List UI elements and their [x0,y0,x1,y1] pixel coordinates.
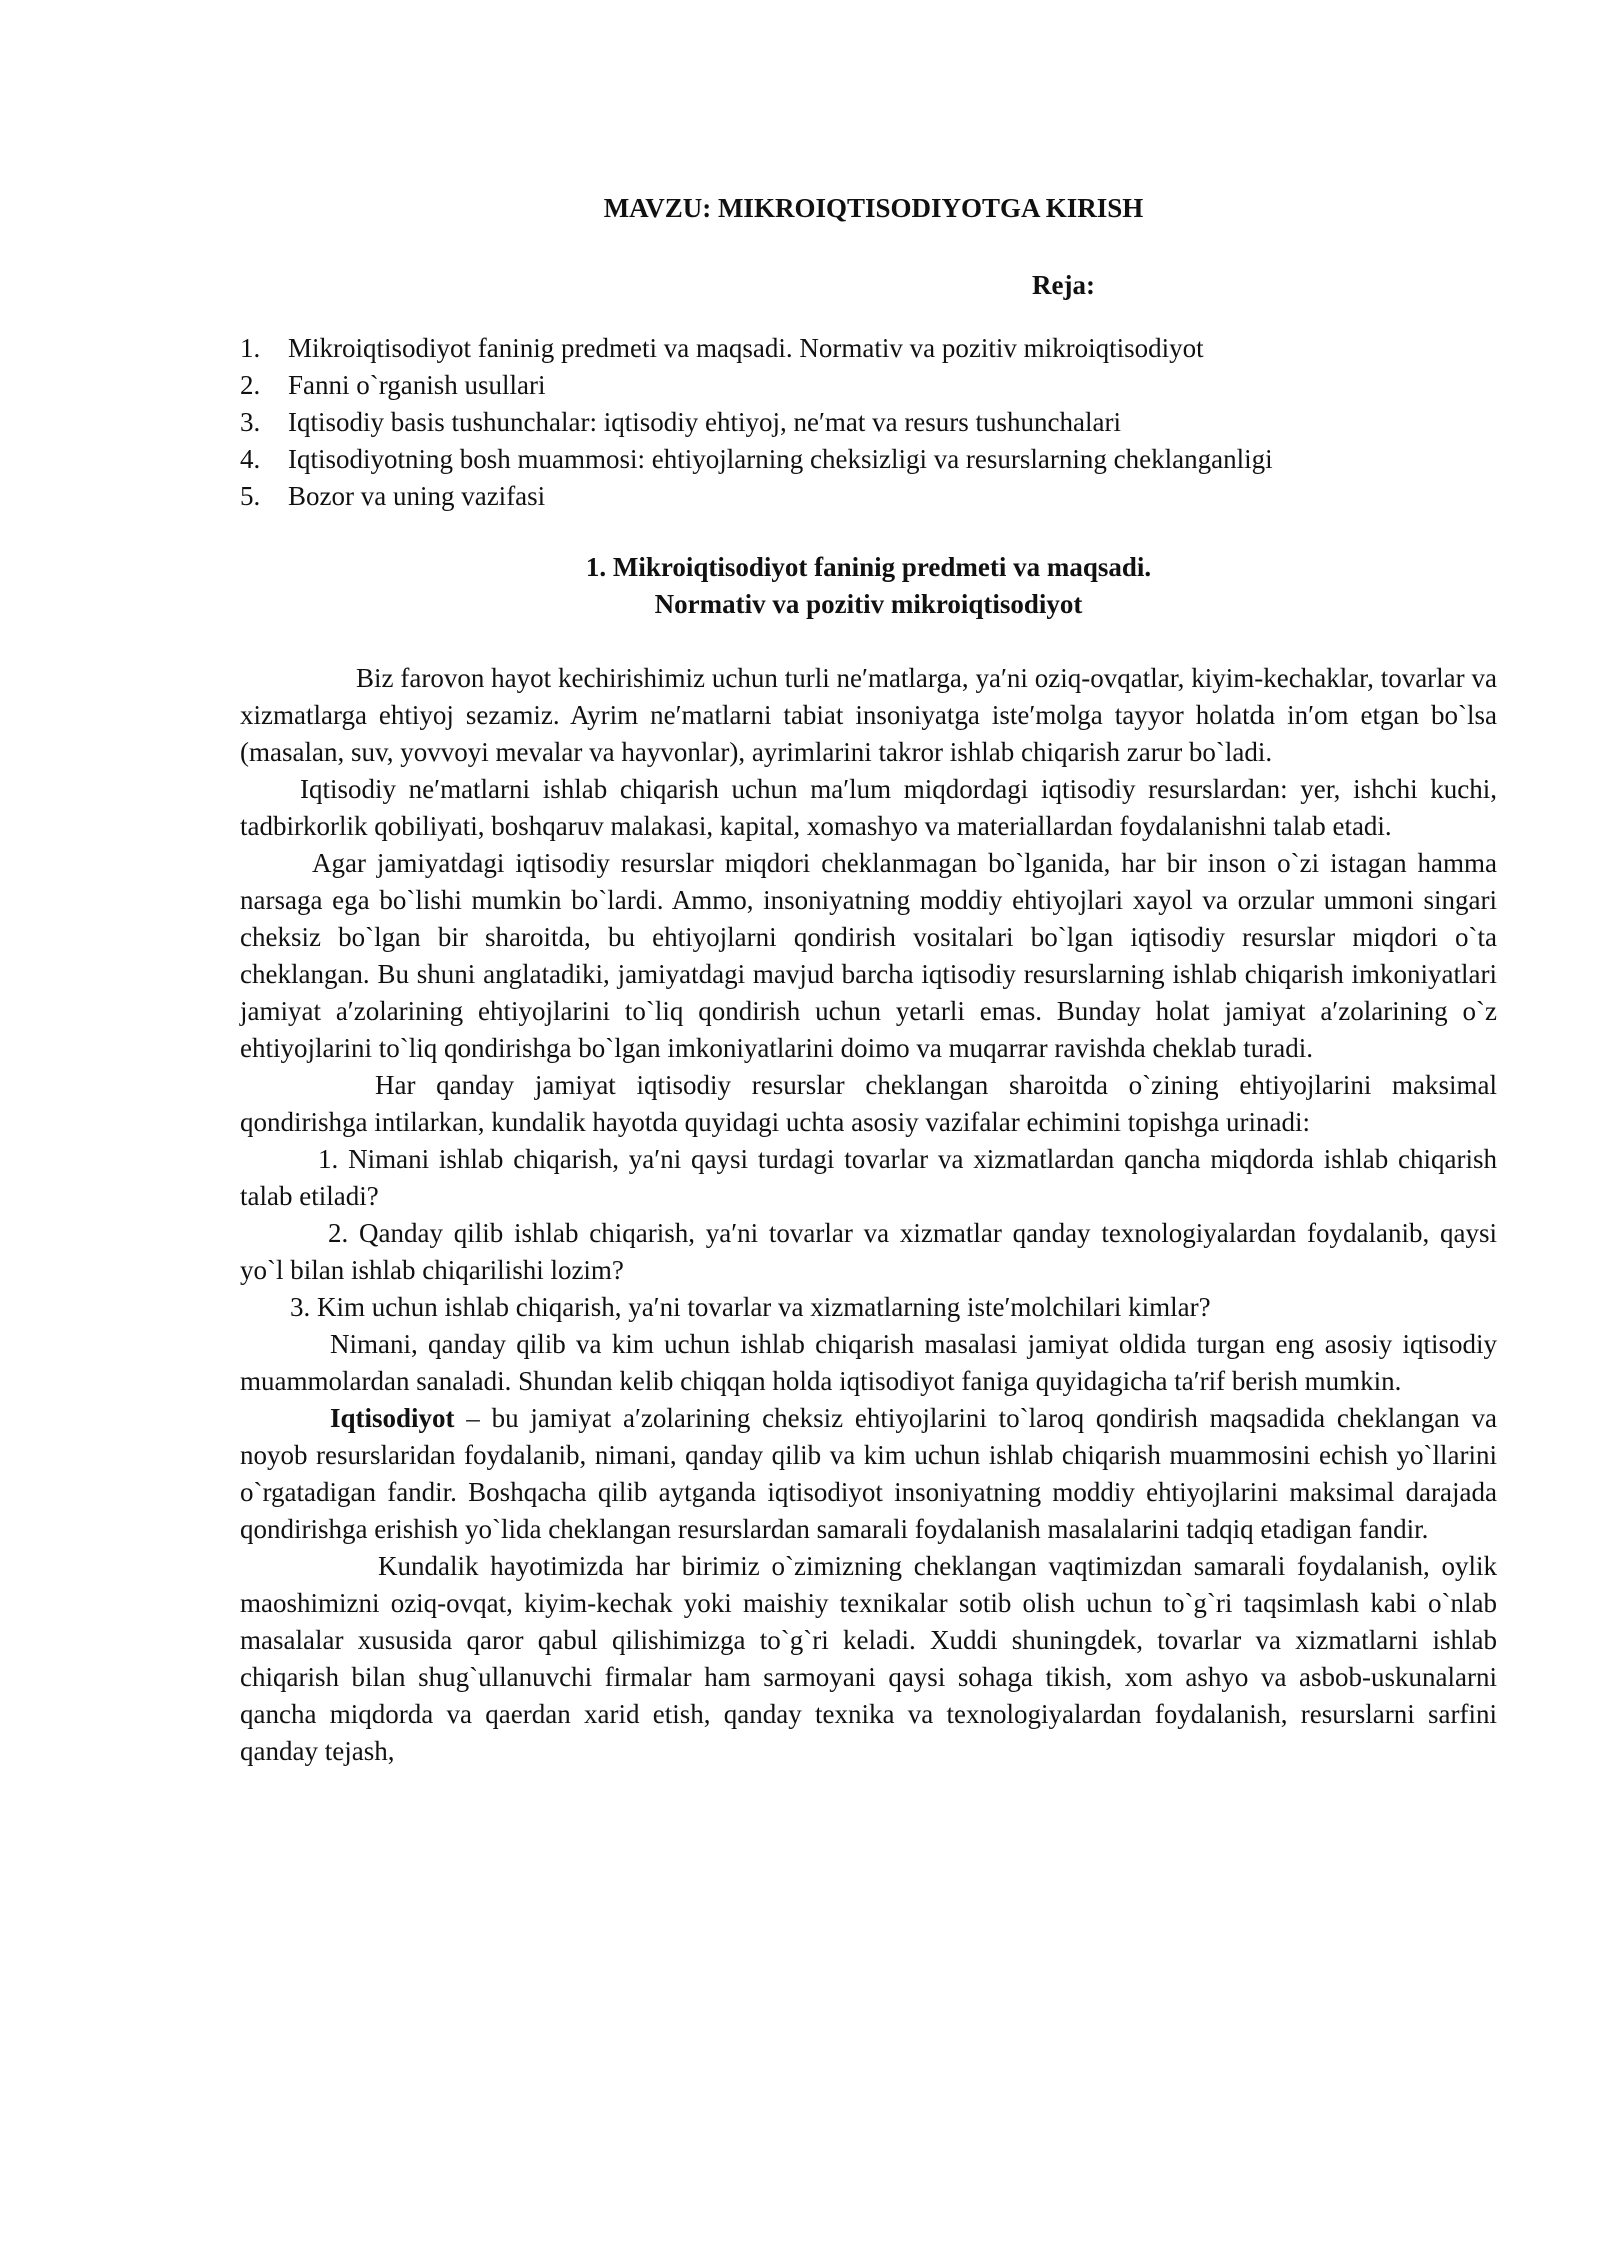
plan-item-number: 2. [240,370,261,400]
plan-item [240,441,1497,478]
plan-item-text: Bozor va uning vazifasi [288,481,546,511]
definition-text: – bu jamiyat a′zolarining cheksiz ehtiyojlarini to`laroq qondirish maqsadida cheklangan va noyob resurslaridan foydalanib, nimani, qanday qilib va kim uchun ishlab chiqarish muammosini echish yo`llarini o`rgatadigan fandir. Boshqacha qilib aytganda iqtisodiyot insoniyatning moddiy ehtiyojlarini maksimal darajada qondirishga erishish yo`lida cheklangan resurslardan samarali foydalanish masalalarini tadqiq etadigan fandir. [240,1403,1497,1544]
plan-list [240,330,1497,515]
plan-item-text: Fanni o`rganish usullari [288,370,546,400]
plan-item-number: 1. [240,333,261,363]
plan-item-number: 4. [240,444,261,474]
paragraph: Kundalik hayotimizda har birimiz o`zimizning cheklangan vaqtimizdan samarali foydalanish, oylik maoshimizni oziq-ovqat, kiyim-kechak yoki maishiy texnikalar sotib olish uchun to`g`ri taqsimlash kabi o`nlab masalalar xususida qaror qabul qilishimizga to`g`ri keladi. Xuddi shuningdek, tovarlar va xizmatlarni ishlab chiqarish bilan shug`ullanuvchi firmalar ham sarmoyani qaysi sohaga tikish, xom ashyo va asbob-uskunalarni qancha miqdorda va qaerdan xarid etish, qanday texnika va texnologiyalardan foydalanish, resurslarni sarfini qanday tejash, [240,1551,1497,1766]
document-title: MAVZU: MIKROIQTISODIYOTGA KIRISH [603,193,1144,223]
plan-heading: Reja: [1032,270,1095,300]
plan-item-text: Mikroiqtisodiyot faninig predmeti va maqsadi. Normativ va pozitiv mikroiqtisodiyot [288,333,1204,363]
definition-term: Iqtisodiyot [330,1403,455,1433]
paragraph: Nimani, qanday qilib va kim uchun ishlab chiqarish masalasi jamiyat oldida turgan eng asosiy iqtisodiy muammolardan sanaladi. Shundan kelib chiqqan holda iqtisodiyot faniga quyidagicha ta′rif berish mumkin. [240,1329,1497,1396]
plan-item [240,404,1497,441]
plan-item-number: 5. [240,481,261,511]
question-paragraph: 3. Kim uchun ishlab chiqarish, ya′ni tovarlar va xizmatlarning iste′molchilari kimlar? [290,1292,1211,1322]
paragraph: Har qanday jamiyat iqtisodiy resurslar cheklangan sharoitda o`zining ehtiyojlarini maksimal qondirishga intilarkan, kundalik hayotda quyidagi uchta asosiy vazifalar echimini topishga urinadi: [240,1070,1497,1137]
question-paragraph: 2. Qanday qilib ishlab chiqarish, ya′ni tovarlar va xizmatlar qanday texnologiyalardan foydalanib, qaysi yo`l bilan ishlab chiqarilishi lozim? [240,1218,1497,1285]
plan-item-text: Iqtisodiyotning bosh muammosi: ehtiyojlarning cheksizligi va resurslarning cheklanganligi [288,444,1273,474]
definition-paragraph [240,1400,1497,1548]
section-heading-line-1: 1. Mikroiqtisodiyot faninig predmeti va maqsadi. [585,552,1152,582]
plan-item-text: Iqtisodiy basis tushunchalar: iqtisodiy ehtiyoj, ne′mat va resurs tushunchalari [288,407,1122,437]
document-body [240,190,1497,1770]
plan-item [240,367,1497,404]
section-heading [240,549,1497,623]
paragraph: Iqtisodiy ne′matlarni ishlab chiqarish uchun ma′lum miqdordagi iqtisodiy resurslardan: yer, ishchi kuchi, tadbirkorlik qobiliyati, boshqaruv malakasi, kapital, xomashyo va materiallardan foydalanishni talab etadi. [240,774,1497,841]
question-paragraph: 1. Nimani ishlab chiqarish, ya′ni qaysi turdagi tovarlar va xizmatlardan qancha miqdorda ishlab chiqarish talab etiladi? [240,1144,1497,1211]
paragraph: Agar jamiyatdagi iqtisodiy resurslar miqdori cheklanmagan bo`lganida, har bir inson o`zi istagan hamma narsaga ega bo`lishi mumkin bo`lardi. Ammo, insoniyatning moddiy ehtiyojlari xayol va orzular ummoni singari cheksiz bo`lgan bir sharoitda, bu ehtiyojlarni qondirish vositalari bo`lgan iqtisodiy resurslar miqdori o`ta cheklangan. Bu shuni anglatadiki, jamiyatdagi mavjud barcha iqtisodiy resurslarning ishlab chiqarish imkoniyatlari jamiyat a′zolarining ehtiyojlarini to`liq qondirish uchun yetarli emas. Bunday holat jamiyat a′zolarining o`z ehtiyojlarini to`liq qondirishga bo`lgan imkoniyatlarini doimo va muqarrar ravishda cheklab turadi. [240,848,1497,1063]
paragraph: Biz farovon hayot kechirishimiz uchun turli ne′matlarga, ya′ni oziq-ovqatlar, kiyim-kechaklar, tovarlar va xizmatlarga ehtiyoj sezamiz. Ayrim ne′matlarni tabiat insoniyatga iste′molga tayyor holatda in′om etgan bo`lsa (masalan, suv, yovvoyi mevalar va hayvonlar), ayrimlarini takror ishlab chiqarish zarur bo`ladi. [240,663,1497,767]
plan-item [240,478,1497,515]
plan-item [240,330,1497,367]
section-heading-line-2: Normativ va pozitiv mikroiqtisodiyot [654,589,1083,619]
plan-item-number: 3. [240,407,261,437]
